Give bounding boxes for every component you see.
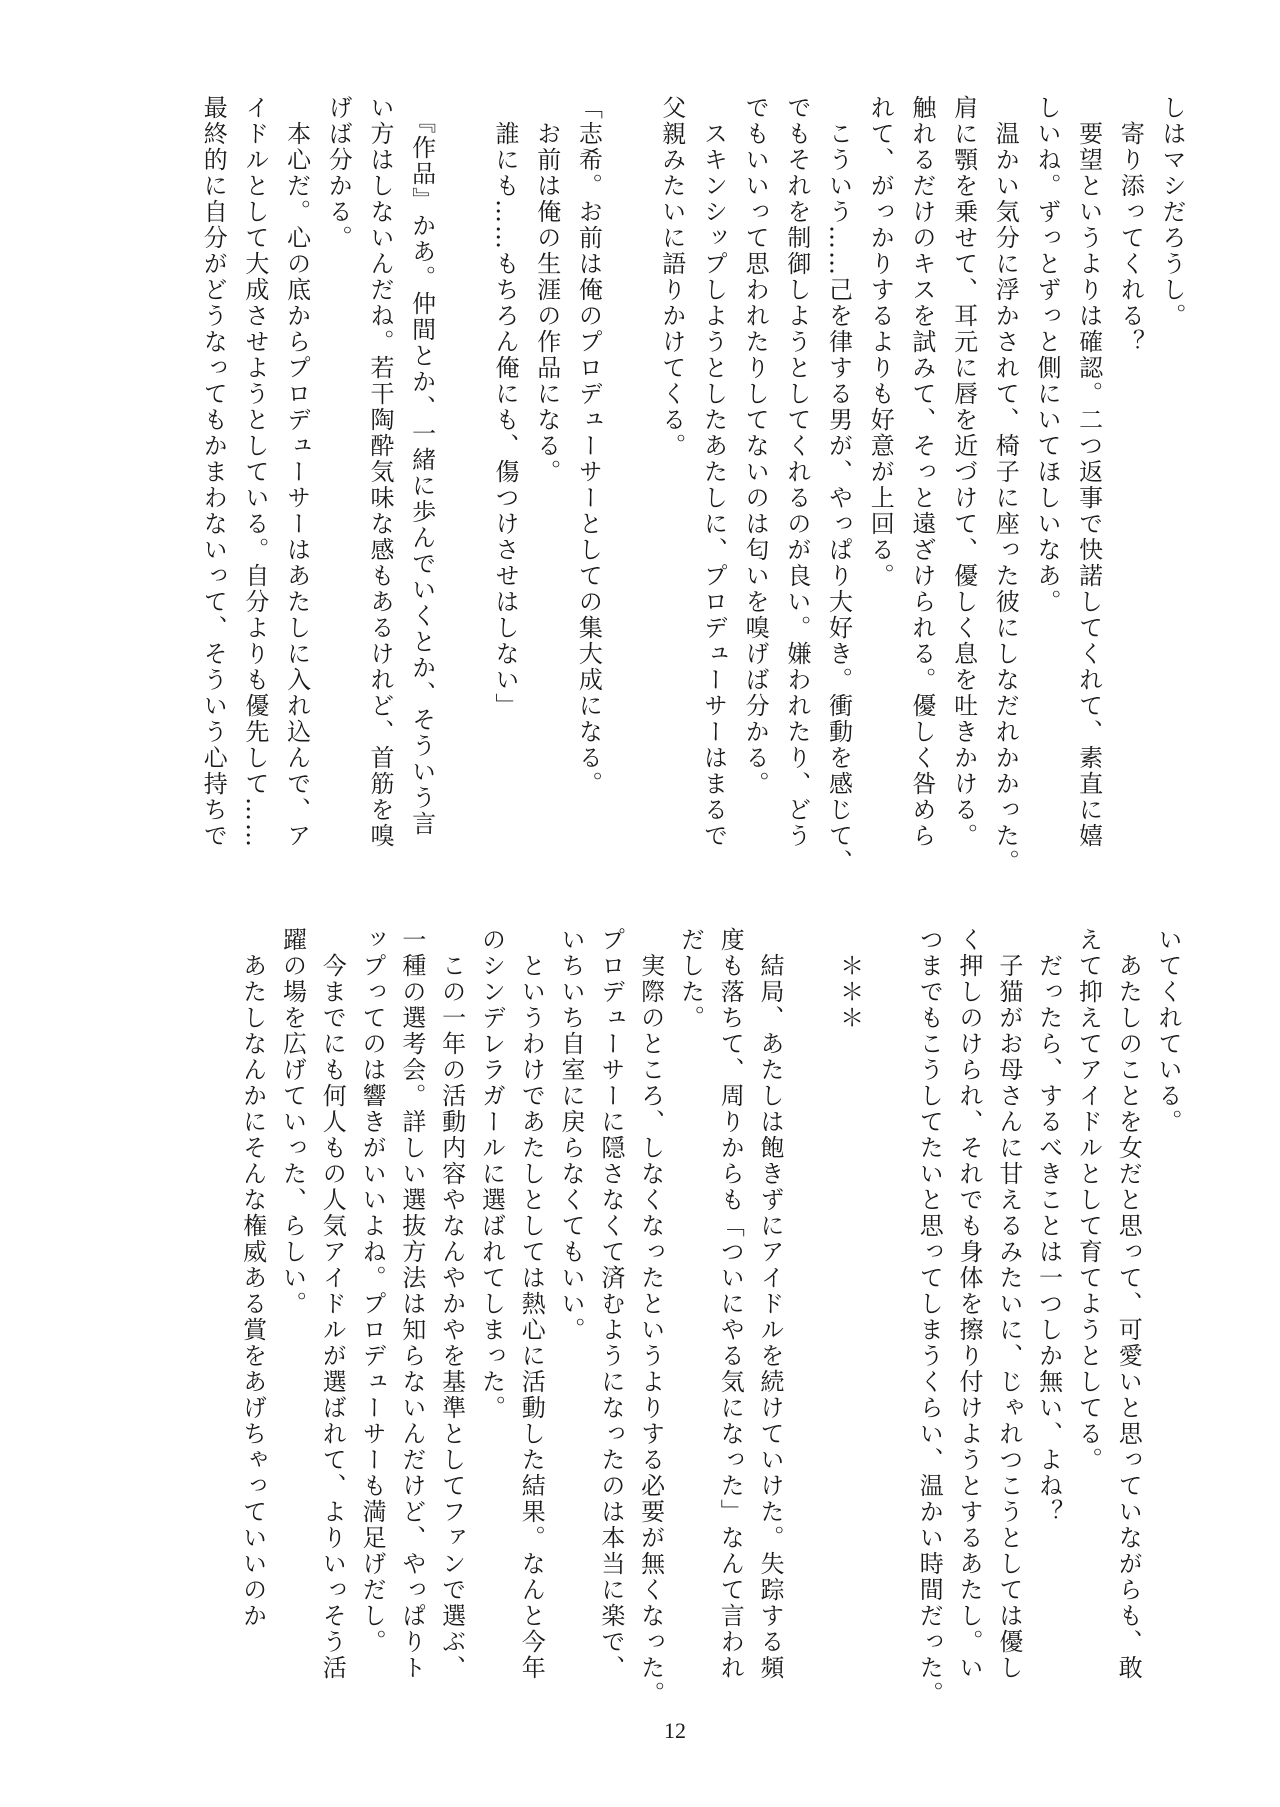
text-column: 触れるだけのキスを試みて、そっと遠ざけられる。優しく咎めら bbox=[907, 95, 936, 849]
text-column: 躍の場を広げていった、らしい。 bbox=[278, 927, 307, 1317]
text-column: く押しのけられ、それでも身体を擦り付けようとするあたし。い bbox=[955, 927, 984, 1681]
text-column bbox=[434, 95, 476, 875]
text-column: しはマシだろうし。 bbox=[1158, 95, 1186, 329]
text-column: いてくれている。 bbox=[1154, 927, 1182, 1135]
text-column: れて、がっかりするよりも好意が上回る。 bbox=[866, 95, 895, 589]
text-column: 温かい気分に浮かされて、椅子に座った彼にしなだれかかった。 bbox=[991, 95, 1020, 875]
text-column: 本心だ。心の底からプロデューサーはあたしに入れ込んで、ア bbox=[282, 95, 311, 849]
text-column: 子猫がお母さんに甘えるみたいに、じゃれつこうとしては優し bbox=[994, 927, 1023, 1681]
text-column bbox=[600, 95, 642, 875]
text-column: 「志希。お前は俺のプロデューサーとしての集大成になる。 bbox=[574, 95, 603, 797]
text-column: あたしなんかにそんな権威ある賞をあげちゃっていいのか bbox=[238, 927, 267, 1629]
text-column: げば分かる。 bbox=[324, 95, 353, 251]
text-column: プロデューサーに隠さなくて済むようになったのは本当に楽で、 bbox=[596, 927, 625, 1681]
text-column: いちいち自室に戻らなくてもいい。 bbox=[557, 927, 586, 1343]
text-column bbox=[862, 927, 902, 1707]
text-column: い方はしないんだね。若干陶酔気味な感もあるけれど、首筋を嗅 bbox=[365, 95, 394, 849]
text-column: えて抑えてアイドルとして育てようとしてる。 bbox=[1074, 927, 1103, 1473]
text-column: 父親みたいに語りかけてくる。 bbox=[657, 95, 686, 459]
text-column: 誰にも……もちろん俺にも、傷つけさせはしない」 bbox=[491, 95, 519, 719]
text-column: スキンシップしようとしたあたしに、プロデューサーはまるで bbox=[699, 95, 728, 849]
text-column: でもそれを制御しようとしてくれるのが良い。嫌われたり、どう bbox=[782, 95, 811, 849]
text-column bbox=[782, 927, 822, 1707]
text-column: ＊＊＊ bbox=[835, 927, 864, 1031]
text-column: 肩に顎を乗せて、耳元に唇を近づけて、優しく息を吐きかける。 bbox=[949, 95, 978, 849]
text-column: 最終的に自分がどうなってもかまわないって、そういう心持ちで bbox=[199, 95, 228, 849]
text-column: 一種の選考会。詳しい選抜方法は知らないんだけど、やっぱりト bbox=[397, 927, 426, 1681]
text-column: 『作品』かあ。仲間とか、一緒に歩んでいくとか、そういう言 bbox=[407, 95, 436, 837]
text-column: 寄り添ってくれる？ bbox=[1116, 95, 1145, 355]
text-column: 実際のところ、しなくなったというよりする必要が無くなった。 bbox=[636, 927, 665, 1707]
text-column: ップってのは響きがいいよね。プロデューサーも満足げだし。 bbox=[358, 927, 387, 1655]
top-text-block bbox=[184, 95, 1185, 875]
text-column: しいね。ずっとずっと側にいてほしいなあ。 bbox=[1032, 95, 1061, 615]
text-column: だした。 bbox=[676, 927, 705, 1031]
text-column: こういう……己を律する男が、やっぱり大好き。衝動を感じて、 bbox=[824, 95, 853, 875]
page-number: 12 bbox=[664, 1718, 686, 1743]
text-column: 要望というよりは確認。二つ返事で快諾してくれて、素直に嬉 bbox=[1074, 95, 1103, 849]
text-column: あたしのことを女だと思って、可愛いと思っていながらも、敢 bbox=[1114, 927, 1143, 1681]
bottom-text-block bbox=[225, 927, 1180, 1707]
text-column: というわけであたしとしては熱心に活動した結果。なんと今年 bbox=[517, 927, 546, 1681]
text-column: 結局、あたしは飽きずにアイドルを続けていけた。失踪する頻 bbox=[756, 927, 785, 1681]
text-column: イドルとして大成させようとしている。自分よりも優先して…… bbox=[240, 95, 269, 849]
text-column: つまでもこうしてたいと思ってしまうくらい、温かい時間だった。 bbox=[915, 927, 944, 1707]
text-column: のシンデレラガールに選ばれてしまった。 bbox=[477, 927, 506, 1421]
text-column: この一年の活動内容やなんやかやを基準としてファンで選ぶ、 bbox=[437, 927, 466, 1681]
text-column: 度も落ちて、周りからも「ついにやる気になった」なんて言われ bbox=[716, 927, 745, 1681]
text-column: 今までにも何人もの人気アイドルが選ばれて、よりいっそう活 bbox=[318, 927, 347, 1681]
text-column: でもいいって思われたりしてないのは匂いを嗅げば分かる。 bbox=[741, 95, 770, 797]
text-column: お前は俺の生涯の作品になる。 bbox=[532, 95, 561, 485]
text-column: だったら、するべきことは一つしか無い、よね？ bbox=[1034, 927, 1063, 1525]
